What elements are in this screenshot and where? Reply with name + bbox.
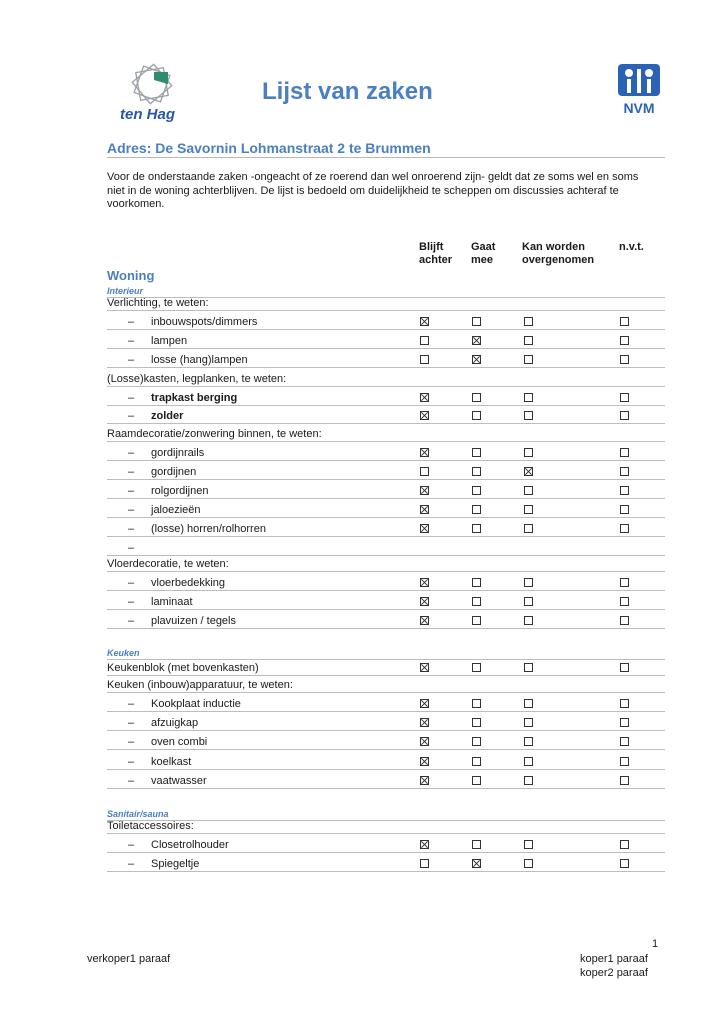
page-title: Lijst van zaken	[262, 78, 433, 105]
category-row	[107, 297, 665, 311]
unchecked-checkbox[interactable]	[620, 524, 629, 533]
nvm-logo-text: NVM	[623, 100, 655, 116]
unchecked-checkbox[interactable]	[620, 663, 629, 672]
buyer1-initials-label: koper1 paraaf	[580, 953, 648, 965]
unchecked-checkbox[interactable]	[472, 616, 481, 625]
row-label: Closetrolhouder	[151, 839, 229, 851]
checked-checkbox[interactable]	[420, 578, 429, 587]
unchecked-checkbox[interactable]	[620, 448, 629, 457]
row-label: oven combi	[151, 736, 208, 748]
table-row	[107, 479, 665, 499]
table-row	[107, 460, 665, 480]
unchecked-checkbox[interactable]	[524, 411, 533, 420]
unchecked-checkbox[interactable]	[472, 776, 481, 785]
table-row	[107, 692, 665, 712]
row-label: koelkast	[151, 756, 192, 768]
category-row	[107, 675, 665, 693]
unchecked-checkbox[interactable]	[472, 757, 481, 766]
checked-checkbox[interactable]	[472, 859, 481, 868]
row-label: Interieur	[107, 286, 144, 296]
unchecked-checkbox[interactable]	[620, 467, 629, 476]
column-header-blijft-achter: Blijft achter	[419, 241, 453, 266]
unchecked-checkbox[interactable]	[620, 757, 629, 766]
unchecked-checkbox[interactable]	[620, 505, 629, 514]
table-row	[107, 609, 665, 629]
subsection-heading	[107, 628, 665, 660]
seller-initials-label: verkoper1 paraaf	[87, 953, 171, 965]
unchecked-checkbox[interactable]	[524, 597, 533, 606]
bullet-dash: –	[128, 316, 135, 328]
unchecked-checkbox[interactable]	[472, 486, 481, 495]
unchecked-checkbox[interactable]	[472, 663, 481, 672]
table-row	[107, 571, 665, 591]
unchecked-checkbox[interactable]	[524, 355, 533, 364]
unchecked-checkbox[interactable]	[472, 393, 481, 402]
row-label: vaatwasser	[151, 775, 207, 787]
checked-checkbox[interactable]	[420, 840, 429, 849]
unchecked-checkbox[interactable]	[472, 737, 481, 746]
row-label: Kookplaat inductie	[151, 698, 241, 710]
page-number: 1	[652, 938, 659, 950]
row-label: jaloezieën	[151, 504, 201, 516]
unchecked-checkbox[interactable]	[472, 411, 481, 420]
checked-checkbox[interactable]	[420, 757, 429, 766]
table-row	[107, 769, 665, 789]
bullet-dash: –	[128, 775, 135, 787]
unchecked-checkbox[interactable]	[524, 757, 533, 766]
unchecked-checkbox[interactable]	[524, 718, 533, 727]
bullet-dash: –	[128, 756, 135, 768]
bullet-dash: –	[128, 410, 135, 422]
unchecked-checkbox[interactable]	[620, 393, 629, 402]
unchecked-checkbox[interactable]	[620, 616, 629, 625]
unchecked-checkbox[interactable]	[420, 467, 429, 476]
bullet-dash: –	[128, 466, 135, 478]
unchecked-checkbox[interactable]	[524, 486, 533, 495]
row-label: inbouwspots/dimmers	[151, 316, 258, 328]
bullet-dash: –	[128, 523, 135, 535]
checked-checkbox[interactable]	[420, 776, 429, 785]
table-row	[107, 852, 665, 872]
unchecked-checkbox[interactable]	[620, 336, 629, 345]
row-label: Keuken	[107, 648, 140, 658]
unchecked-checkbox[interactable]	[472, 578, 481, 587]
unchecked-checkbox[interactable]	[620, 859, 629, 868]
unchecked-checkbox[interactable]	[524, 699, 533, 708]
category-row	[107, 423, 665, 442]
checked-checkbox[interactable]	[420, 737, 429, 746]
checked-checkbox[interactable]	[420, 524, 429, 533]
checked-checkbox[interactable]	[420, 616, 429, 625]
row-label: Vloerdecoratie, te weten:	[107, 558, 229, 570]
bullet-dash: –	[128, 354, 135, 366]
bullet-dash: –	[128, 839, 135, 851]
bullet-dash: –	[128, 542, 135, 554]
unchecked-checkbox[interactable]	[472, 840, 481, 849]
row-label: afzuigkap	[151, 717, 199, 729]
unchecked-checkbox[interactable]	[472, 505, 481, 514]
category-row	[107, 555, 665, 572]
subsection-heading	[107, 788, 665, 821]
table-row	[107, 329, 665, 349]
unchecked-checkbox[interactable]	[620, 597, 629, 606]
unchecked-checkbox[interactable]	[524, 663, 533, 672]
bullet-dash: –	[128, 577, 135, 589]
unchecked-checkbox[interactable]	[524, 578, 533, 587]
bullet-dash: –	[128, 615, 135, 627]
table-row	[107, 590, 665, 610]
row-label: zolder	[151, 410, 184, 422]
checked-checkbox[interactable]	[420, 699, 429, 708]
unchecked-checkbox[interactable]	[524, 859, 533, 868]
row-label: (losse) horren/rolhorren	[151, 523, 266, 535]
table-row	[107, 749, 665, 770]
address-divider	[107, 157, 665, 158]
nvm-logo	[616, 64, 662, 120]
row-label: vloerbedekking	[151, 577, 225, 589]
table-row	[107, 833, 665, 853]
table-row	[107, 730, 665, 750]
unchecked-checkbox[interactable]	[620, 840, 629, 849]
unchecked-checkbox[interactable]	[524, 776, 533, 785]
category-row	[107, 820, 665, 834]
unchecked-checkbox[interactable]	[420, 355, 429, 364]
column-header-kan-worden-overgenomen: Kan worden overgenomen	[522, 241, 595, 266]
checked-checkbox[interactable]	[420, 718, 429, 727]
row-label: Verlichting, te weten:	[107, 297, 209, 309]
unchecked-checkbox[interactable]	[620, 776, 629, 785]
unchecked-checkbox[interactable]	[472, 597, 481, 606]
table-row	[107, 405, 665, 424]
table-row	[107, 517, 665, 537]
row-label: Sanitair/sauna	[107, 809, 169, 819]
checked-checkbox[interactable]	[420, 486, 429, 495]
unchecked-checkbox[interactable]	[620, 355, 629, 364]
unchecked-checkbox[interactable]	[524, 448, 533, 457]
unchecked-checkbox[interactable]	[472, 524, 481, 533]
checked-checkbox[interactable]	[420, 663, 429, 672]
row-label: rolgordijnen	[151, 485, 209, 497]
row-label: gordijnen	[151, 466, 197, 478]
unchecked-checkbox[interactable]	[620, 486, 629, 495]
row-label: Toiletaccessoires:	[107, 820, 194, 832]
unchecked-checkbox[interactable]	[524, 505, 533, 514]
unchecked-checkbox[interactable]	[472, 699, 481, 708]
row-label: Spiegeltje	[151, 858, 200, 870]
unchecked-checkbox[interactable]	[620, 737, 629, 746]
unchecked-checkbox[interactable]	[524, 840, 533, 849]
address-heading: Adres: De Savornin Lohmanstraat 2 te Brummen	[107, 140, 431, 156]
unchecked-checkbox[interactable]	[420, 336, 429, 345]
column-header-gaat-mee: Gaat mee	[471, 241, 496, 266]
bullet-dash: –	[128, 392, 135, 404]
column-header-nvt: n.v.t.	[619, 241, 644, 253]
row-label: losse (hang)lampen	[151, 354, 248, 366]
row-label: plavuizen / tegels	[151, 615, 236, 627]
unchecked-checkbox[interactable]	[620, 411, 629, 420]
category-row	[107, 536, 665, 556]
unchecked-checkbox[interactable]	[420, 859, 429, 868]
row-label: (Losse)kasten, legplanken, te weten:	[107, 373, 287, 385]
unchecked-checkbox[interactable]	[524, 616, 533, 625]
bullet-dash: –	[128, 447, 135, 459]
row-label: laminaat	[151, 596, 193, 608]
unchecked-checkbox[interactable]	[620, 317, 629, 326]
row-label: gordijnrails	[151, 447, 205, 459]
checked-checkbox[interactable]	[472, 355, 481, 364]
table-row	[107, 441, 665, 461]
checked-checkbox[interactable]	[420, 393, 429, 402]
table-row	[107, 386, 665, 406]
bullet-dash: –	[128, 858, 135, 870]
intro-paragraph: Voor de onderstaande zaken -ongeacht of ze roerend dan wel onroerend zijn- geldt dat ze soms wel en soms niet in de woning achterblijven. De lijst is bedoeld om duidelijkheid te scheppen om discussies achteraf te voorkomen.	[107, 171, 639, 210]
row-label: Keuken (inbouw)apparatuur, te weten:	[107, 679, 293, 691]
checked-checkbox[interactable]	[472, 336, 481, 345]
ten-hag-logo-text: ten Hag	[120, 106, 176, 123]
unchecked-checkbox[interactable]	[524, 336, 533, 345]
bullet-dash: –	[128, 504, 135, 516]
category-row	[107, 659, 665, 676]
table-row	[107, 348, 665, 368]
row-label: Raamdecoratie/zonwering binnen, te weten:	[107, 428, 322, 440]
unchecked-checkbox[interactable]	[472, 718, 481, 727]
unchecked-checkbox[interactable]	[524, 393, 533, 402]
unchecked-checkbox[interactable]	[620, 578, 629, 587]
subsection-heading	[107, 284, 665, 298]
unchecked-checkbox[interactable]	[524, 737, 533, 746]
bullet-dash: –	[128, 698, 135, 710]
buyer2-initials-label: koper2 paraaf	[580, 967, 648, 979]
row-label: lampen	[151, 335, 188, 347]
bullet-dash: –	[128, 736, 135, 748]
bullet-dash: –	[128, 485, 135, 497]
unchecked-checkbox[interactable]	[524, 317, 533, 326]
unchecked-checkbox[interactable]	[472, 448, 481, 457]
bullet-dash: –	[128, 717, 135, 729]
unchecked-checkbox[interactable]	[472, 467, 481, 476]
unchecked-checkbox[interactable]	[524, 524, 533, 533]
checked-checkbox[interactable]	[420, 505, 429, 514]
unchecked-checkbox[interactable]	[620, 718, 629, 727]
section-woning: Woning	[107, 268, 155, 283]
table-row	[107, 498, 665, 518]
checked-checkbox[interactable]	[420, 448, 429, 457]
unchecked-checkbox[interactable]	[620, 699, 629, 708]
category-row	[107, 367, 665, 387]
table-row	[107, 711, 665, 731]
table-row	[107, 310, 665, 330]
row-label: trapkast berging	[151, 392, 238, 404]
unchecked-checkbox[interactable]	[472, 317, 481, 326]
bullet-dash: –	[128, 335, 135, 347]
checked-checkbox[interactable]	[524, 467, 533, 476]
checked-checkbox[interactable]	[420, 411, 429, 420]
bullet-dash: –	[128, 596, 135, 608]
checked-checkbox[interactable]	[420, 317, 429, 326]
row-label: Keukenblok (met bovenkasten)	[107, 662, 259, 674]
checked-checkbox[interactable]	[420, 597, 429, 606]
